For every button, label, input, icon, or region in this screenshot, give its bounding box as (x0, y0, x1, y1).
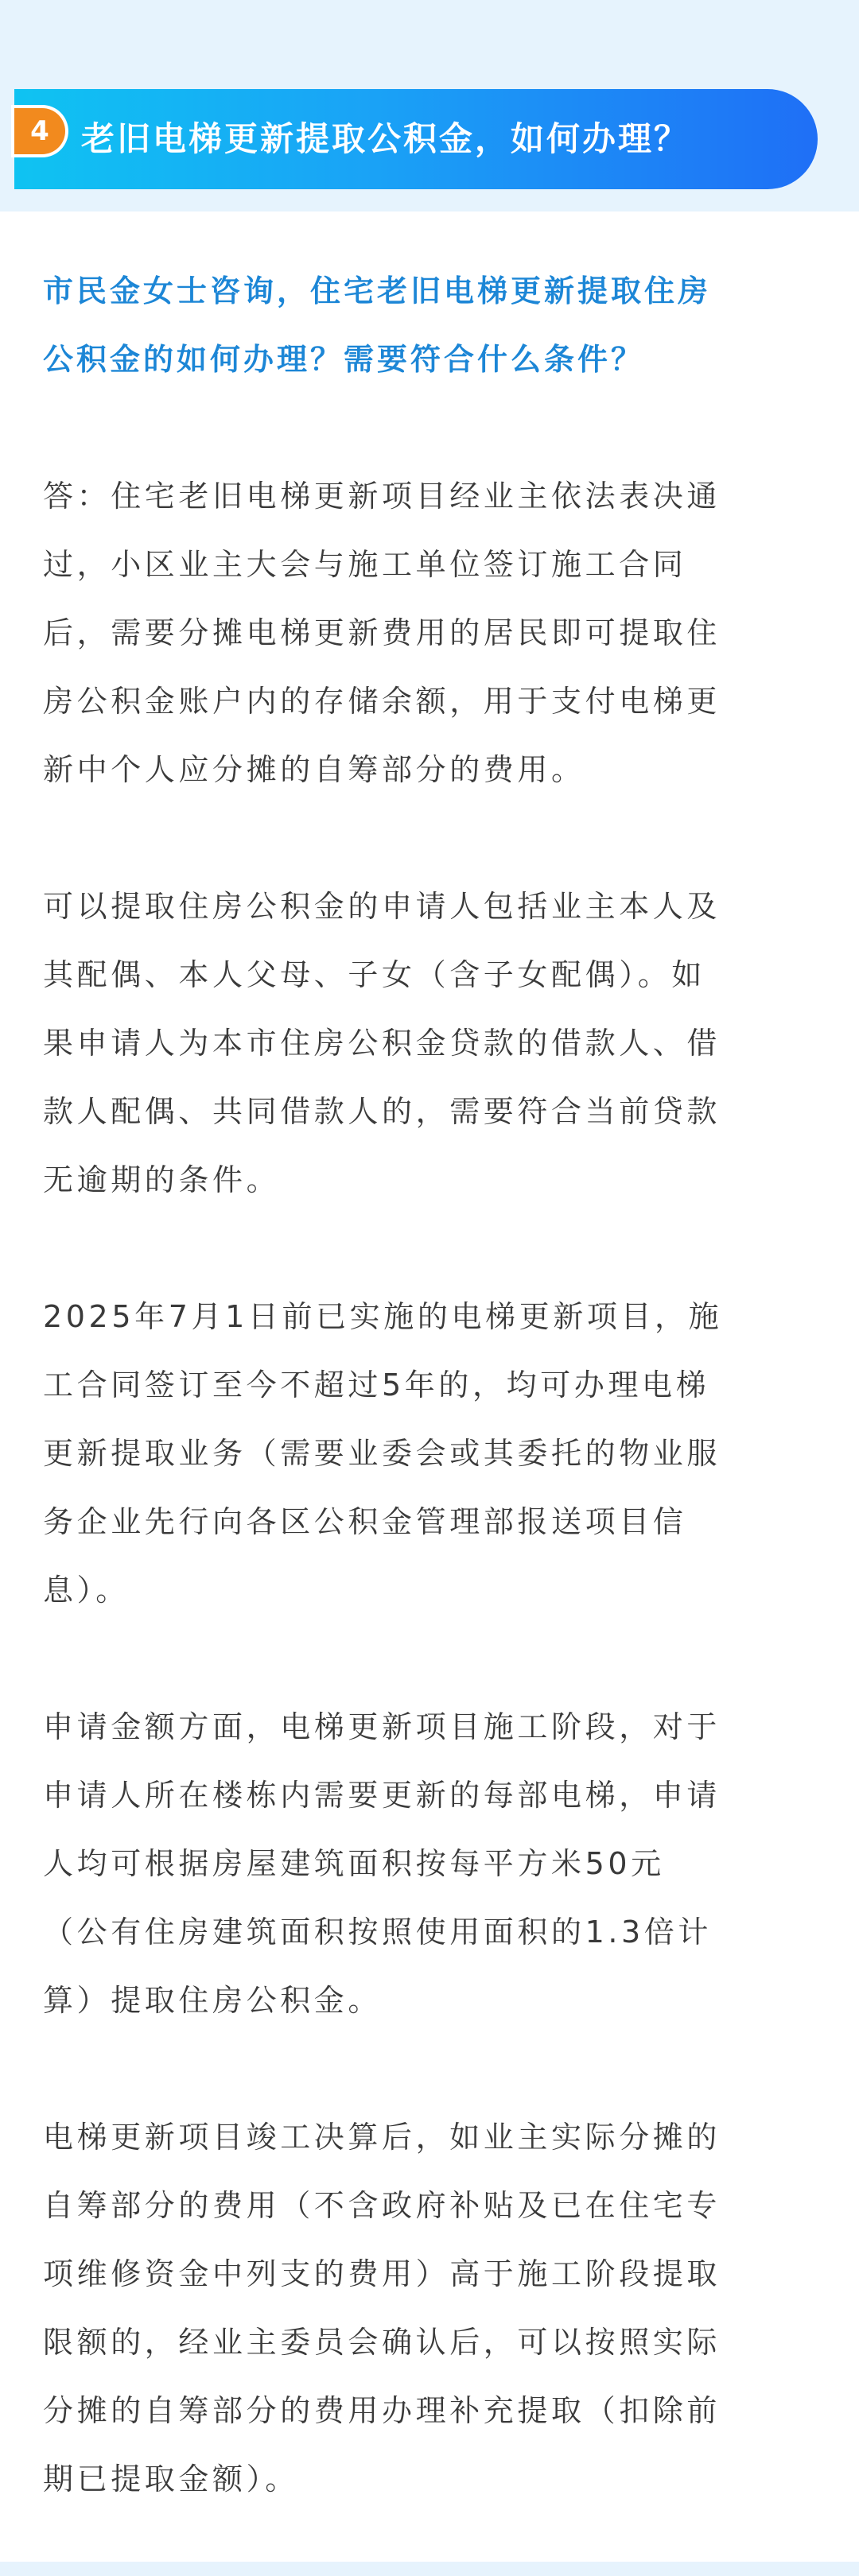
section-number-badge: 4 (14, 108, 65, 154)
paragraph-line: 新中个人应分摊的自筹部分的费用。 (43, 752, 585, 787)
paragraph-line: 申请人所在楼栋内需要更新的每部电梯，申请 (43, 1778, 721, 1813)
paragraph-line: 分摊的自筹部分的费用办理补充提取（扣除前 (43, 2393, 721, 2428)
eligible-applicants-paragraph (43, 872, 816, 1214)
paragraph-line: 2025年7月1日前已实施的电梯更新项目，施 (43, 1299, 723, 1334)
paragraph-line: 其配偶、本人父母、子女（含子女配偶）。如 (43, 957, 706, 992)
paragraph-line: 期已提取金额）。 (43, 2462, 299, 2496)
paragraph-line: 果申请人为本市住房公积金贷款的借款人、借 (43, 1026, 721, 1061)
paragraph-line: 电梯更新项目竣工决算后，如业主实际分摊的 (43, 2120, 721, 2155)
paragraph-line: 务企业先行向各区公积金管理部报送项目信 (43, 1504, 687, 1539)
section-title-banner (14, 89, 818, 189)
paragraph-line: 款人配偶、共同借款人的，需要符合当前贷款 (43, 1094, 721, 1129)
paragraph-line: （公有住房建筑面积按照使用面积的1.3倍计 (43, 1915, 713, 1949)
paragraph-line: 更新提取业务（需要业委会或其委托的物业服 (43, 1436, 721, 1471)
paragraph-line: 项维修资金中列支的费用）高于施工阶段提取 (43, 2256, 721, 2291)
paragraph-line: 人均可根据房屋建筑面积按每平方米50元 (43, 1846, 665, 1881)
paragraph-line: 答：住宅老旧电梯更新项目经业主依法表决通 (43, 479, 721, 514)
paragraph-line: 无逾期的条件。 (43, 1162, 281, 1197)
footer-background (0, 2562, 859, 2576)
article-body (43, 257, 816, 2513)
supplementary-withdrawal-paragraph (43, 2103, 816, 2513)
question-text (43, 257, 816, 394)
paragraph-line: 房公积金账户内的存储余额，用于支付电梯更 (43, 684, 721, 719)
section-title: 老旧电梯更新提取公积金，如何办理？ (81, 119, 690, 158)
paragraph-line: 后，需要分摊电梯更新费用的居民即可提取住 (43, 615, 721, 650)
paragraph-line: 申请金额方面，电梯更新项目施工阶段，对于 (43, 1709, 721, 1744)
application-amount-paragraph (43, 1693, 816, 2035)
paragraph-line: 工合同签订至今不超过5年的，均可办理电梯 (43, 1368, 710, 1402)
paragraph-line: 可以提取住房公积金的申请人包括业主本人及 (43, 889, 721, 924)
prior-projects-paragraph (43, 1282, 816, 1624)
paragraph-line: 限额的，经业主委员会确认后，可以按照实际 (43, 2325, 721, 2360)
question-line: 公积金的如何办理？需要符合什么条件？ (43, 342, 645, 377)
paragraph-line: 过，小区业主大会与施工单位签订施工合同 (43, 547, 687, 582)
question-line: 市民金女士咨询，住宅老旧电梯更新提取住房 (43, 274, 712, 308)
paragraph-line: 息）。 (43, 1573, 130, 1608)
paragraph-line: 算）提取住房公积金。 (43, 1983, 383, 2018)
answer-paragraph (43, 462, 816, 804)
paragraph-line: 自筹部分的费用（不含政府补贴及已在住宅专 (43, 2188, 721, 2223)
